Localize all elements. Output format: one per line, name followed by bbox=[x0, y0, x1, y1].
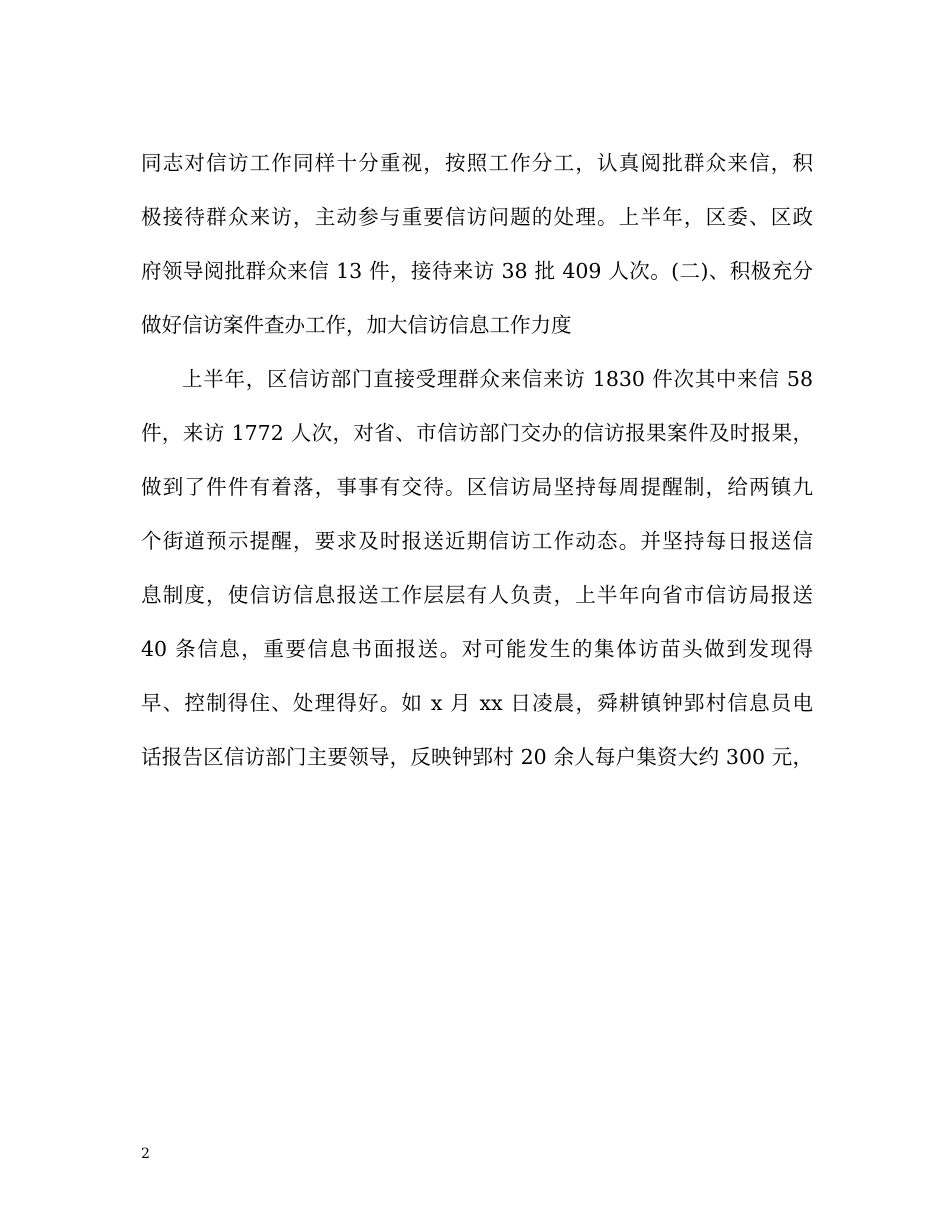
page-number: 2 bbox=[141, 1146, 150, 1162]
body-text bbox=[141, 136, 813, 784]
text-line: 40 条信息，重要信息书面报送。对可能发生的集体访苗头做到发现得 bbox=[141, 637, 813, 661]
text-line: 件，来访 1772 人次，对省、市信访部门交办的信访报果案件及时报果， bbox=[141, 421, 813, 445]
text-line: 息制度，使信访信息报送工作层层有人负责，上半年向省市信访局报送 bbox=[141, 583, 813, 607]
text-line: 个街道预示提醒，要求及时报送近期信访工作动态。并坚持每日报送信 bbox=[141, 529, 813, 553]
text-line: 府领导阅批群众来信 13 件，接待来访 38 批 409 人次。(二)、积极充分 bbox=[141, 259, 813, 283]
text-line: 极接待群众来访，主动参与重要信访问题的处理。上半年，区委、区政 bbox=[141, 205, 813, 229]
text-line: 早、控制得住、处理得好。如 x 月 xx 日凌晨，舜耕镇钟郢村信息员电 bbox=[141, 691, 813, 715]
text-line: 做好信访案件查办工作，加大信访信息工作力度 bbox=[141, 313, 572, 337]
text-line: 同志对信访工作同样十分重视，按照工作分工，认真阅批群众来信，积 bbox=[141, 151, 813, 175]
text-line: 话报告区信访部门主要领导，反映钟郢村 20 余人每户集资大约 300 元， bbox=[141, 745, 813, 769]
text-line: 做到了件件有着落，事事有交待。区信访局坚持每周提醒制，给两镇九 bbox=[141, 475, 813, 499]
text-line: 上半年，区信访部门直接受理群众来信来访 1830 件次其中来信 58 bbox=[182, 367, 813, 391]
